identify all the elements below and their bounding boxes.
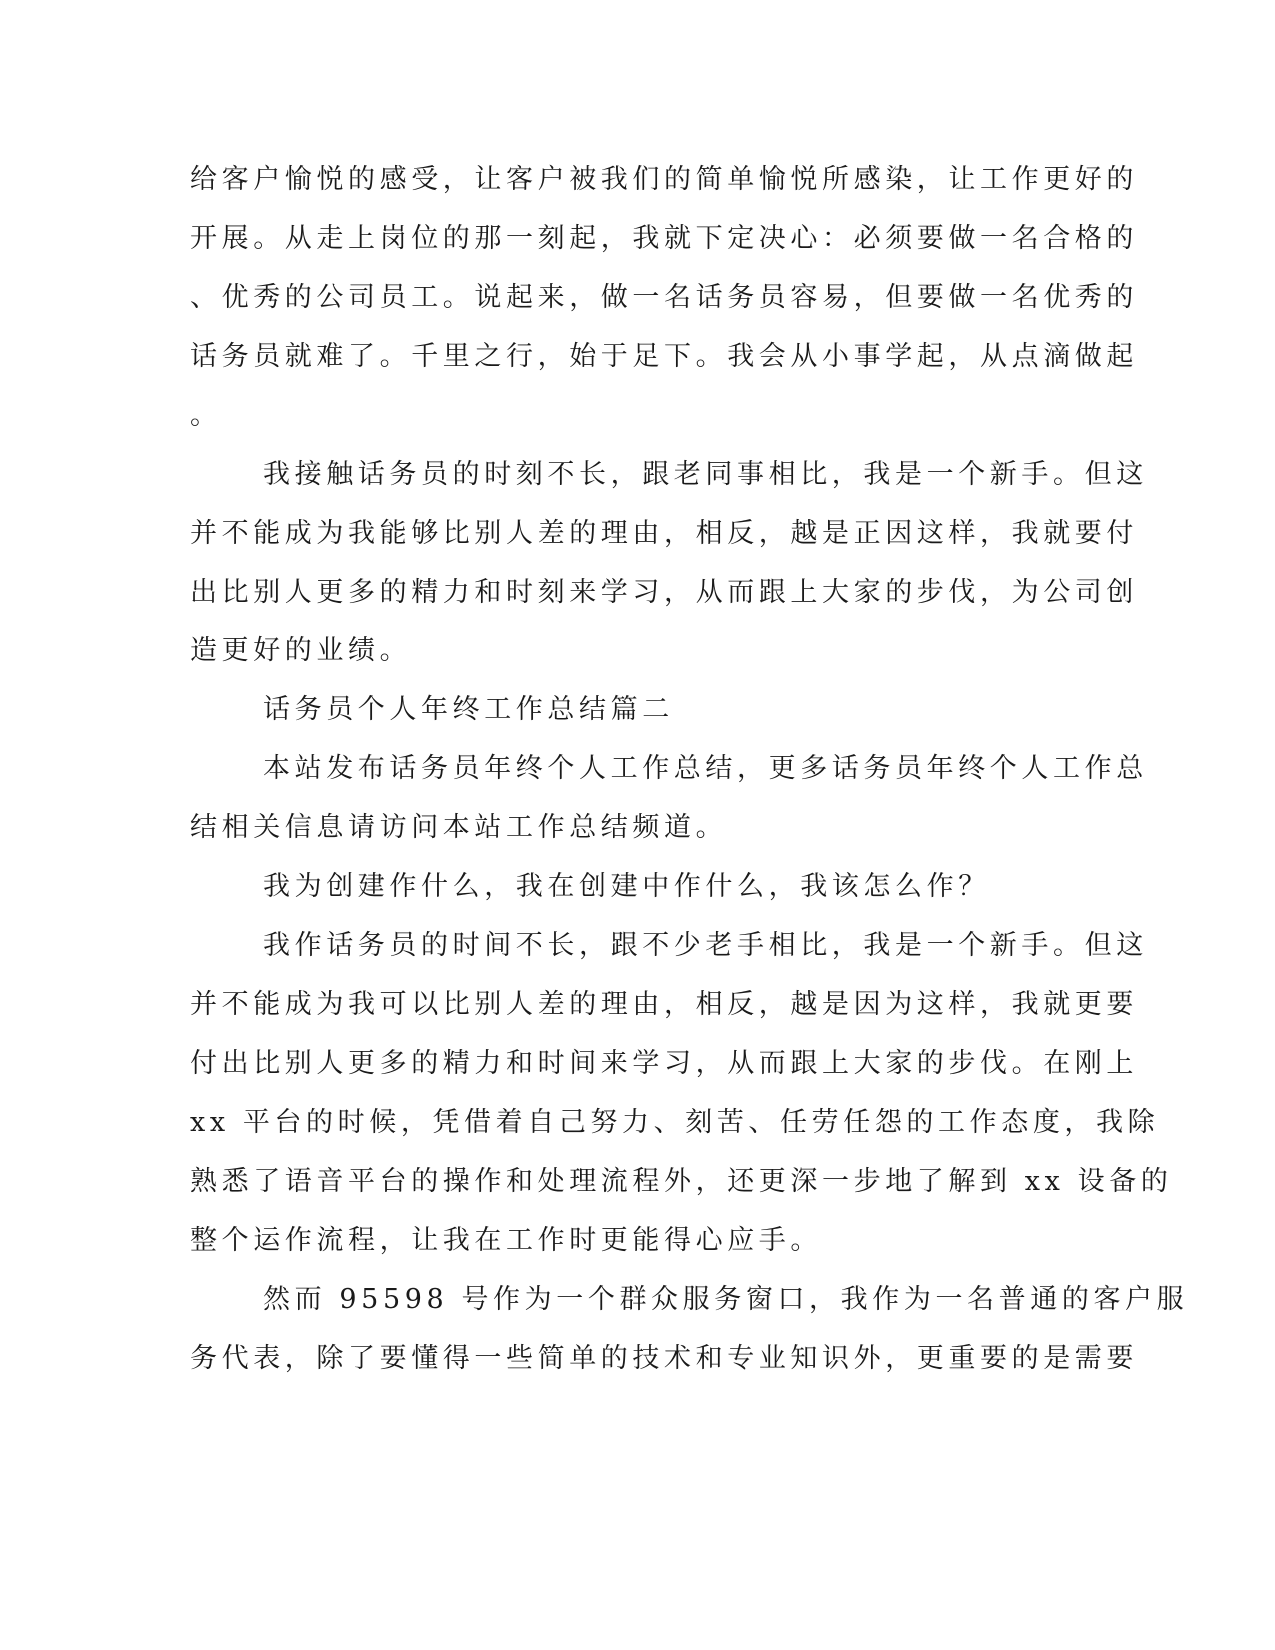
text-line: 开展。从走上岗位的那一刻起，我就下定决心：必须要做一名合格的 xyxy=(190,223,1138,254)
text-line: 并不能成为我可以比别人差的理由，相反，越是因为这样，我就更要 xyxy=(190,989,1138,1020)
paragraph-first-line: 本站发布话务员年终个人工作总结，更多话务员年终个人工作总 xyxy=(263,753,1148,784)
text-line: 并不能成为我能够比别人差的理由，相反，越是正因这样，我就要付 xyxy=(190,518,1138,549)
text-line: 出比别人更多的精力和时刻来学习，从而跟上大家的步伐，为公司创 xyxy=(190,577,1138,608)
text-line: 。 xyxy=(190,400,222,431)
paragraph-first-line: 我为创建作什么，我在创建中作什么，我该怎么作？ xyxy=(263,871,990,902)
text-line: 、优秀的公司员工。说起来，做一名话务员容易，但要做一名优秀的 xyxy=(190,282,1138,313)
text-line: xx 平台的时候，凭借着自己努力、刻苦、任劳任怨的工作态度，我除 xyxy=(190,1107,1160,1138)
text-line: 务代表，除了要懂得一些简单的技术和专业知识外，更重要的是需要 xyxy=(190,1343,1138,1374)
text-line: 话务员就难了。千里之行，始于足下。我会从小事学起，从点滴做起 xyxy=(190,341,1138,372)
text-line: 造更好的业绩。 xyxy=(190,635,412,666)
text-line: 付出比别人更多的精力和时间来学习，从而跟上大家的步伐。在刚上 xyxy=(190,1048,1138,1079)
text-line: 整个运作流程，让我在工作时更能得心应手。 xyxy=(190,1225,822,1256)
paragraph-first-line: 然而 95598 号作为一个群众服务窗口，我作为一名普通的客户服 xyxy=(263,1284,1189,1315)
text-line: 熟悉了语音平台的操作和处理流程外，还更深一步地了解到 xx 设备的 xyxy=(190,1166,1173,1197)
section-heading: 话务员个人年终工作总结篇二 xyxy=(263,694,674,725)
paragraph-first-line: 我作话务员的时间不长，跟不少老手相比，我是一个新手。但这 xyxy=(263,930,1148,961)
text-line: 结相关信息请访问本站工作总结频道。 xyxy=(190,812,728,843)
paragraph-first-line: 我接触话务员的时刻不长，跟老同事相比，我是一个新手。但这 xyxy=(263,459,1148,490)
text-line: 给客户愉悦的感受，让客户被我们的简单愉悦所感染，让工作更好的 xyxy=(190,164,1138,195)
